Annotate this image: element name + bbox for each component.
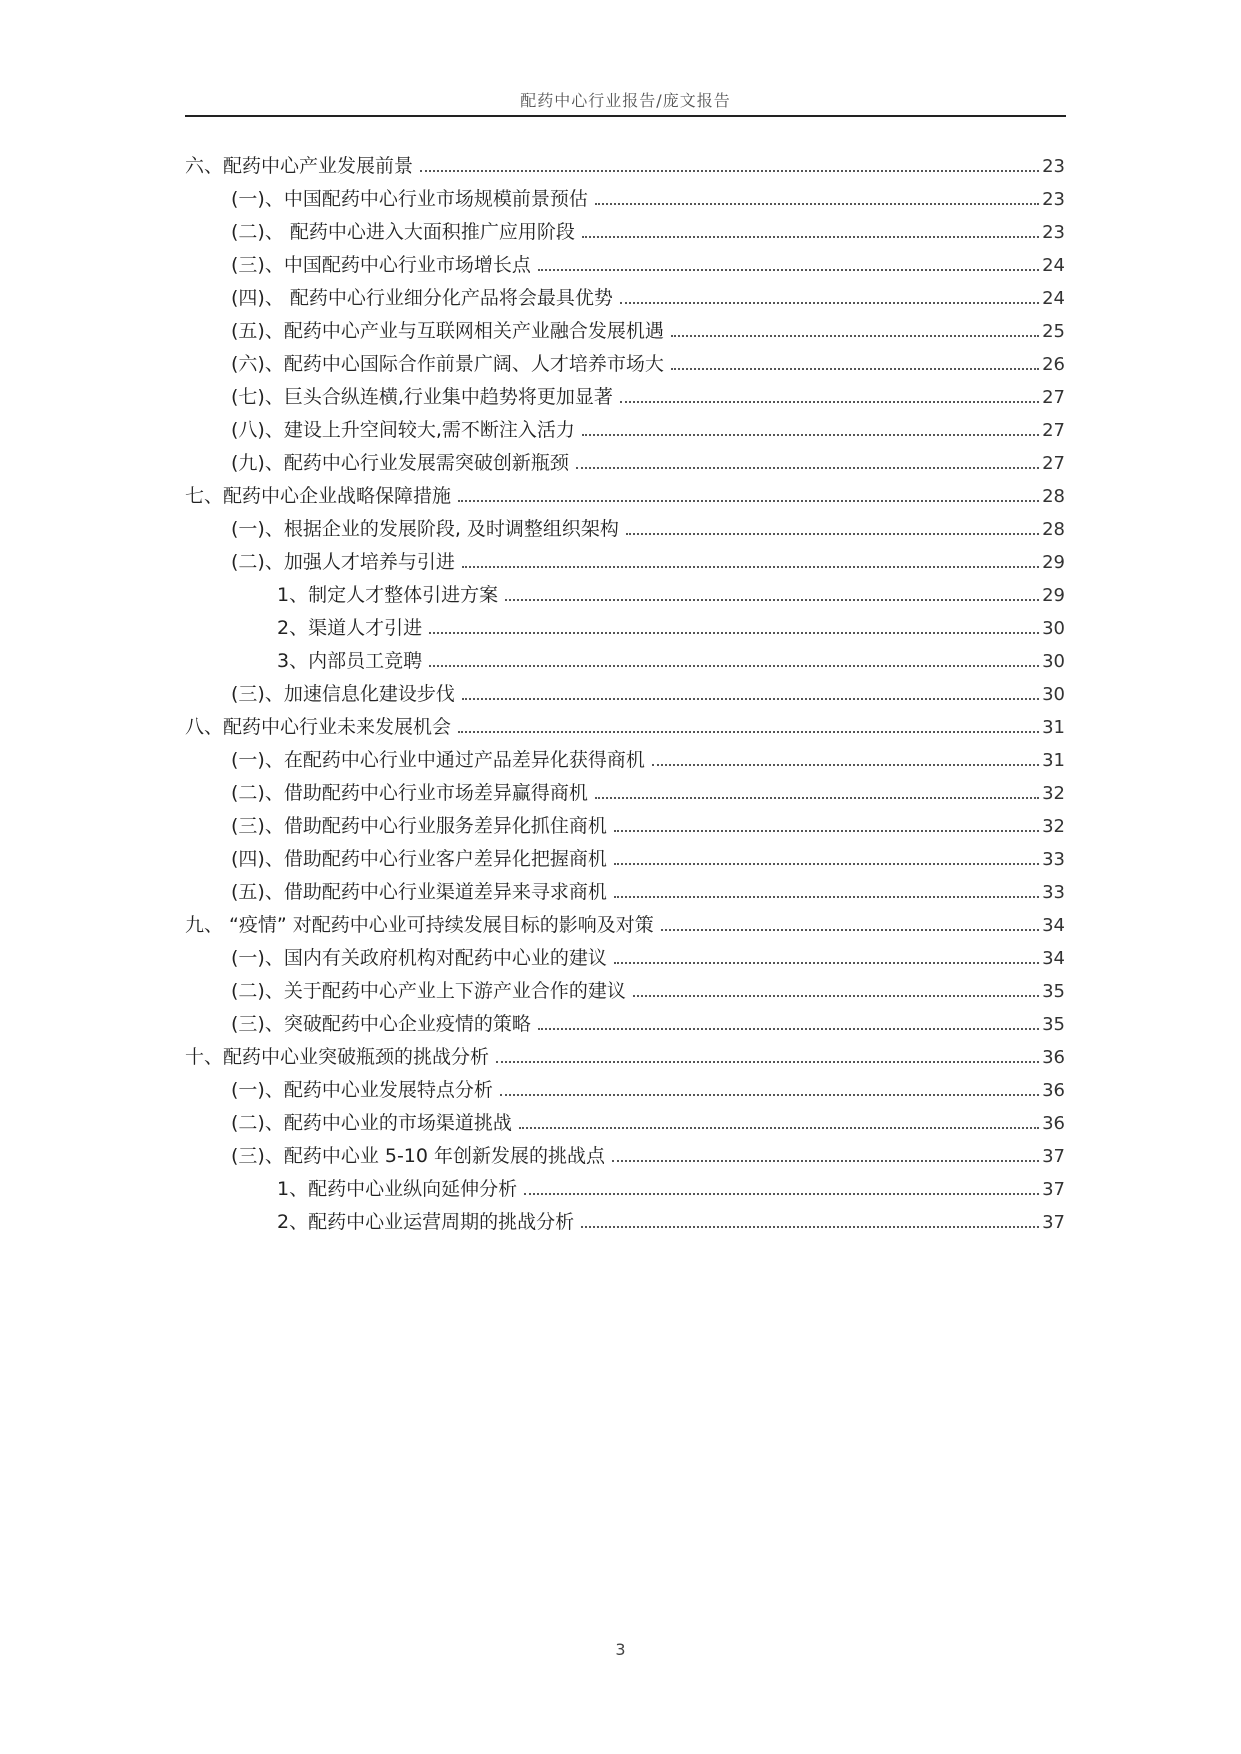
toc-entry-title: (三)、突破配药中心企业疫情的策略 <box>231 1013 531 1035</box>
toc-entry[interactable] <box>185 744 1065 777</box>
toc-entry-title: (二)、加强人才培养与引进 <box>231 551 455 573</box>
toc-entry-page: 27 <box>1042 420 1065 441</box>
toc-entry-page: 36 <box>1042 1047 1065 1068</box>
toc-entry-title: 七、配药中心企业战略保障措施 <box>185 485 452 507</box>
toc-entry-page: 33 <box>1042 882 1065 903</box>
toc-entry-title: 九、 “疫情” 对配药中心业可持续发展目标的影响及对策 <box>185 914 654 936</box>
toc-entry[interactable] <box>185 282 1065 315</box>
toc-entry-page: 34 <box>1042 948 1065 969</box>
toc-entry[interactable] <box>185 843 1065 876</box>
table-of-contents <box>185 150 1065 1239</box>
toc-entry[interactable] <box>185 1107 1065 1140</box>
toc-dot-leader <box>633 995 1039 997</box>
toc-entry-page: 30 <box>1042 618 1065 639</box>
toc-dot-leader <box>620 401 1039 403</box>
toc-dot-leader <box>462 698 1039 700</box>
toc-entry-title: (三)、中国配药中心行业市场增长点 <box>231 254 531 276</box>
toc-entry[interactable] <box>185 183 1065 216</box>
toc-entry-page: 36 <box>1042 1113 1065 1134</box>
toc-entry[interactable] <box>185 381 1065 414</box>
toc-entry-title: 3、内部员工竞聘 <box>277 650 423 672</box>
toc-entry[interactable] <box>185 150 1065 183</box>
toc-entry-title: 2、配药中心业运营周期的挑战分析 <box>277 1211 575 1233</box>
toc-entry[interactable] <box>185 1140 1065 1173</box>
toc-entry-title: (七)、巨头合纵连横,行业集中趋势将更加显著 <box>231 386 613 408</box>
toc-dot-leader <box>519 1127 1039 1129</box>
toc-entry-title: (三)、加速信息化建设步伐 <box>231 683 455 705</box>
toc-entry-title: (一)、中国配药中心行业市场规模前景预估 <box>231 188 588 210</box>
page-number: 3 <box>615 1640 626 1659</box>
toc-dot-leader <box>458 731 1039 733</box>
toc-entry[interactable] <box>185 711 1065 744</box>
toc-dot-leader <box>538 269 1039 271</box>
toc-entry-title: (一)、配药中心业发展特点分析 <box>231 1079 493 1101</box>
toc-dot-leader <box>500 1094 1039 1096</box>
toc-entry[interactable] <box>185 447 1065 480</box>
toc-entry[interactable] <box>185 1041 1065 1074</box>
toc-entry-page: 30 <box>1042 684 1065 705</box>
toc-entry[interactable] <box>185 876 1065 909</box>
toc-entry[interactable] <box>185 414 1065 447</box>
toc-entry-title: 1、配药中心业纵向延伸分析 <box>277 1178 518 1200</box>
toc-entry[interactable] <box>185 480 1065 513</box>
toc-entry[interactable] <box>185 942 1065 975</box>
toc-entry-page: 25 <box>1042 321 1065 342</box>
toc-entry-page: 34 <box>1042 915 1065 936</box>
toc-dot-leader <box>420 170 1039 172</box>
toc-dot-leader <box>429 665 1039 667</box>
toc-entry-title: (二)、关于配药中心产业上下游产业合作的建议 <box>231 980 626 1002</box>
toc-dot-leader <box>595 203 1039 205</box>
toc-dot-leader <box>505 599 1039 601</box>
toc-dot-leader <box>626 533 1039 535</box>
toc-entry[interactable] <box>185 645 1065 678</box>
toc-entry-page: 26 <box>1042 354 1065 375</box>
running-header: 配药中心行业报告/庞文报告 <box>520 91 731 110</box>
toc-dot-leader <box>581 1226 1039 1228</box>
toc-entry[interactable] <box>185 909 1065 942</box>
toc-entry-title: (三)、配药中心业 5-10 年创新发展的挑战点 <box>231 1145 606 1167</box>
toc-entry-page: 37 <box>1042 1146 1065 1167</box>
toc-dot-leader <box>496 1061 1039 1063</box>
toc-entry-title: 1、制定人才整体引进方案 <box>277 584 499 606</box>
toc-entry[interactable] <box>185 348 1065 381</box>
toc-entry[interactable] <box>185 975 1065 1008</box>
toc-entry[interactable] <box>185 1173 1065 1206</box>
toc-dot-leader <box>538 1028 1039 1030</box>
toc-dot-leader <box>612 1160 1039 1162</box>
toc-entry-page: 24 <box>1042 288 1065 309</box>
toc-entry[interactable] <box>185 216 1065 249</box>
toc-dot-leader <box>671 368 1039 370</box>
toc-dot-leader <box>620 302 1039 304</box>
toc-dot-leader <box>614 962 1039 964</box>
toc-entry[interactable] <box>185 579 1065 612</box>
toc-entry-page: 37 <box>1042 1212 1065 1233</box>
toc-entry-page: 33 <box>1042 849 1065 870</box>
toc-entry-page: 35 <box>1042 981 1065 1002</box>
toc-dot-leader <box>582 236 1039 238</box>
toc-entry-title: (四)、借助配药中心行业客户差异化把握商机 <box>231 848 607 870</box>
toc-entry-page: 29 <box>1042 552 1065 573</box>
toc-entry[interactable] <box>185 810 1065 843</box>
toc-entry-title: (二)、借助配药中心行业市场差异赢得商机 <box>231 782 588 804</box>
toc-entry-page: 31 <box>1042 717 1065 738</box>
toc-entry-title: (三)、借助配药中心行业服务差异化抓住商机 <box>231 815 607 837</box>
toc-entry-page: 24 <box>1042 255 1065 276</box>
toc-entry-page: 35 <box>1042 1014 1065 1035</box>
toc-entry-page: 32 <box>1042 816 1065 837</box>
toc-dot-leader <box>582 434 1039 436</box>
toc-dot-leader <box>576 467 1039 469</box>
toc-dot-leader <box>614 863 1039 865</box>
toc-entry-title: (八)、建设上升空间较大,需不断注入活力 <box>231 419 575 441</box>
toc-entry-title: (五)、配药中心产业与互联网相关产业融合发展机遇 <box>231 320 664 342</box>
toc-dot-leader <box>661 929 1039 931</box>
toc-entry-page: 37 <box>1042 1179 1065 1200</box>
toc-entry-page: 30 <box>1042 651 1065 672</box>
toc-entry-page: 27 <box>1042 387 1065 408</box>
toc-dot-leader <box>458 500 1039 502</box>
toc-entry-title: (一)、国内有关政府机构对配药中心业的建议 <box>231 947 607 969</box>
toc-dot-leader <box>614 830 1039 832</box>
toc-entry-page: 29 <box>1042 585 1065 606</box>
toc-entry[interactable] <box>185 678 1065 711</box>
toc-dot-leader <box>524 1193 1039 1195</box>
toc-entry-page: 28 <box>1042 519 1065 540</box>
toc-dot-leader <box>462 566 1039 568</box>
toc-entry[interactable] <box>185 513 1065 546</box>
header-rule <box>185 115 1066 117</box>
toc-dot-leader <box>595 797 1039 799</box>
toc-entry-title: (五)、借助配药中心行业渠道差异来寻求商机 <box>231 881 607 903</box>
toc-entry-page: 36 <box>1042 1080 1065 1101</box>
toc-entry-page: 27 <box>1042 453 1065 474</box>
toc-entry[interactable] <box>185 612 1065 645</box>
toc-entry-title: 六、配药中心产业发展前景 <box>185 155 414 177</box>
toc-entry-title: (二)、 配药中心进入大面积推广应用阶段 <box>231 221 575 243</box>
toc-entry-page: 31 <box>1042 750 1065 771</box>
toc-entry[interactable] <box>185 777 1065 810</box>
toc-entry[interactable] <box>185 249 1065 282</box>
toc-entry-title: (二)、配药中心业的市场渠道挑战 <box>231 1112 512 1134</box>
toc-entry[interactable] <box>185 546 1065 579</box>
toc-entry-title: (九)、配药中心行业发展需突破创新瓶颈 <box>231 452 569 474</box>
toc-dot-leader <box>652 764 1039 766</box>
toc-entry[interactable] <box>185 1074 1065 1107</box>
toc-entry[interactable] <box>185 1008 1065 1041</box>
toc-entry-title: (一)、根据企业的发展阶段, 及时调整组织架构 <box>231 518 619 540</box>
toc-dot-leader <box>671 335 1039 337</box>
toc-dot-leader <box>614 896 1039 898</box>
toc-entry-title: 2、渠道人才引进 <box>277 617 423 639</box>
toc-entry[interactable] <box>185 315 1065 348</box>
toc-dot-leader <box>429 632 1039 634</box>
toc-entry-title: (一)、在配药中心行业中通过产品差异化获得商机 <box>231 749 645 771</box>
toc-entry-title: (六)、配药中心国际合作前景广阔、人才培养市场大 <box>231 353 664 375</box>
toc-entry-page: 23 <box>1042 222 1065 243</box>
toc-entry-page: 28 <box>1042 486 1065 507</box>
toc-entry-page: 23 <box>1042 189 1065 210</box>
toc-entry-title: (四)、 配药中心行业细分化产品将会最具优势 <box>231 287 613 309</box>
toc-entry-page: 23 <box>1042 156 1065 177</box>
toc-entry-title: 十、配药中心业突破瓶颈的挑战分析 <box>185 1046 490 1068</box>
toc-entry-page: 32 <box>1042 783 1065 804</box>
toc-entry-title: 八、配药中心行业未来发展机会 <box>185 716 452 738</box>
toc-entry[interactable] <box>185 1206 1065 1239</box>
